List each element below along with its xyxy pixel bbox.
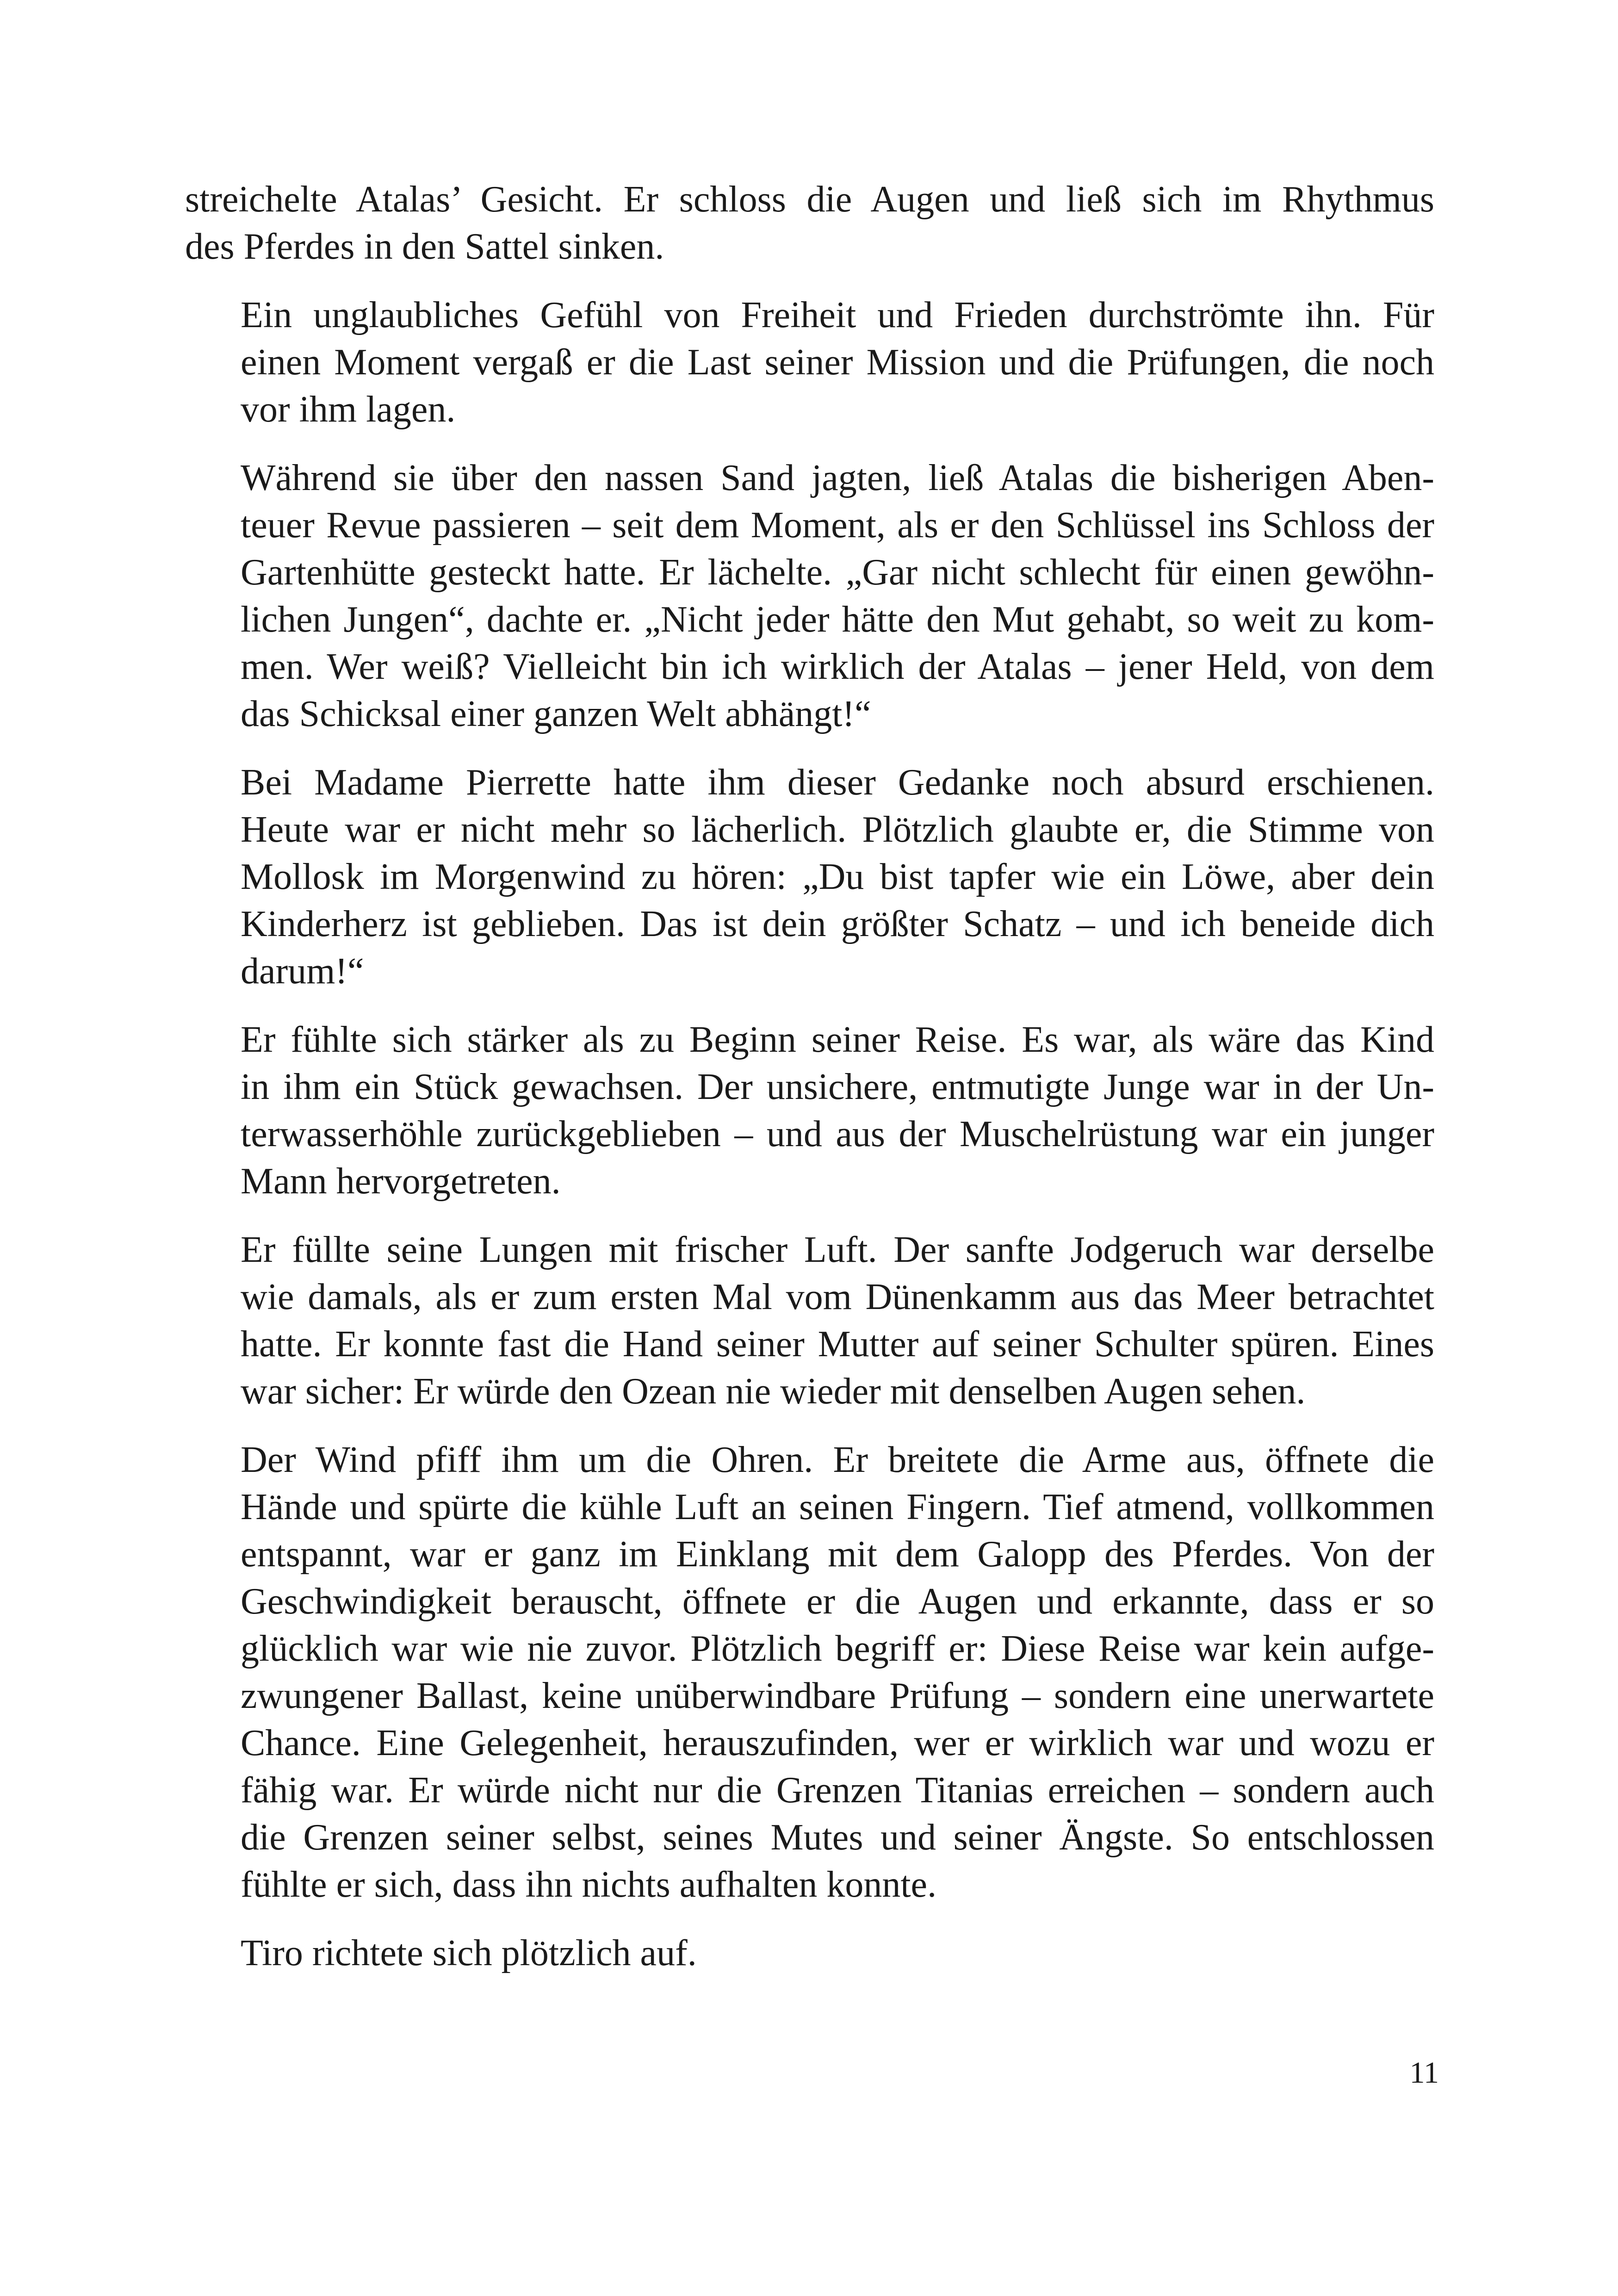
text-line: zwungener Ballast, keine unüberwindbare Prüfung – sondern eine unerwartete: [241, 1675, 1434, 1716]
text-line: Er fühlte sich stärker als zu Beginn seiner Reise. Es war, als wäre das Kind: [241, 1019, 1434, 1060]
text-line: hatte. Er konnte fast die Hand seiner Mutter auf seiner Schulter spüren. Eines: [241, 1324, 1434, 1365]
text-line: in ihm ein Stück gewachsen. Der unsichere, entmutigte Junge war in der Un-: [241, 1067, 1434, 1107]
text-line: lichen Jungen“, dachte er. „Nicht jeder hätte den Mut gehabt, so weit zu kom-: [241, 599, 1434, 640]
paragraph: [185, 454, 1434, 738]
text-line: glücklich war wie nie zuvor. Plötzlich begriff er: Diese Reise war kein aufge-: [241, 1628, 1434, 1669]
text-line: das Schicksal einer ganzen Welt abhängt!“: [241, 694, 871, 734]
body-text: [185, 176, 1434, 1998]
text-line: Tiro richtete sich plötzlich auf.: [241, 1933, 697, 1973]
text-line: Mann hervorgetreten.: [241, 1161, 561, 1202]
paragraph: [185, 1930, 1434, 1977]
text-line: Bei Madame Pierrette hatte ihm dieser Gedanke noch absurd erschienen.: [241, 762, 1434, 803]
text-line: Der Wind pfiff ihm um die Ohren. Er breitete die Arme aus, öffnete die: [241, 1440, 1434, 1480]
text-line: Kinderherz ist geblieben. Das ist dein größter Schatz – und ich beneide dich: [241, 904, 1434, 944]
text-line: Er füllte seine Lungen mit frischer Luft. Der sanfte Jodgeruch war derselbe: [241, 1229, 1434, 1270]
text-line: war sicher: Er würde den Ozean nie wieder mit denselben Augen sehen.: [241, 1371, 1306, 1412]
text-line: wie damals, als er zum ersten Mal vom Dünenkamm aus das Meer betrachtet: [241, 1277, 1434, 1317]
text-line: des Pferdes in den Sattel sinken.: [185, 226, 664, 267]
text-line: Chance. Eine Gelegenheit, herauszufinden, wer er wirklich war und wozu er: [241, 1723, 1434, 1763]
text-line: Hände und spürte die kühle Luft an seinen Fingern. Tief atmend, vollkommen: [241, 1487, 1434, 1527]
paragraph: [185, 1436, 1434, 1908]
text-line: Ein unglaubliches Gefühl von Freiheit und Frieden durchströmte ihn. Für: [241, 295, 1434, 335]
text-line: teuer Revue passieren – seit dem Moment, als er den Schlüssel ins Schloss der: [241, 505, 1434, 546]
paragraph: [185, 1226, 1434, 1415]
text-line: Während sie über den nassen Sand jagten, ließ Atalas die bisherigen Aben-: [241, 458, 1434, 498]
text-line: vor ihm lagen.: [241, 389, 456, 430]
text-line: entspannt, war er ganz im Einklang mit dem Galopp des Pferdes. Von der: [241, 1534, 1434, 1575]
text-line: fühlte er sich, dass ihn nichts aufhalten konnte.: [241, 1864, 937, 1905]
paragraph: [185, 292, 1434, 433]
text-line: streichelte Atalas’ Gesicht. Er schloss die Augen und ließ sich im Rhythmus: [185, 179, 1434, 220]
text-line: men. Wer weiß? Vielleicht bin ich wirklich der Atalas – jener Held, von dem: [241, 646, 1434, 687]
text-line: fähig war. Er würde nicht nur die Grenzen Titanias erreichen – sondern auch: [241, 1770, 1434, 1811]
paragraph: [185, 759, 1434, 995]
text-line: Heute war er nicht mehr so lächerlich. Plötzlich glaubte er, die Stimme von: [241, 809, 1434, 850]
text-line: terwasserhöhle zurückgeblieben – und aus der Muschelrüstung war ein junger: [241, 1114, 1434, 1154]
paragraph: [185, 176, 1434, 270]
text-line: Gartenhütte gesteckt hatte. Er lächelte. „Gar nicht schlecht für einen gewöhn-: [241, 552, 1434, 593]
text-line: darum!“: [241, 951, 364, 992]
text-line: die Grenzen seiner selbst, seines Mutes und seiner Ängste. So entschlossen: [241, 1817, 1434, 1858]
text-line: Geschwindigkeit berauscht, öffnete er die Augen und erkannte, dass er so: [241, 1581, 1434, 1622]
page-number: 11: [1409, 2056, 1439, 2090]
paragraph: [185, 1016, 1434, 1205]
text-line: Mollosk im Morgenwind zu hören: „Du bist tapfer wie ein Löwe, aber dein: [241, 856, 1434, 897]
text-line: einen Moment vergaß er die Last seiner Mission und die Prüfungen, die noch: [241, 342, 1434, 383]
